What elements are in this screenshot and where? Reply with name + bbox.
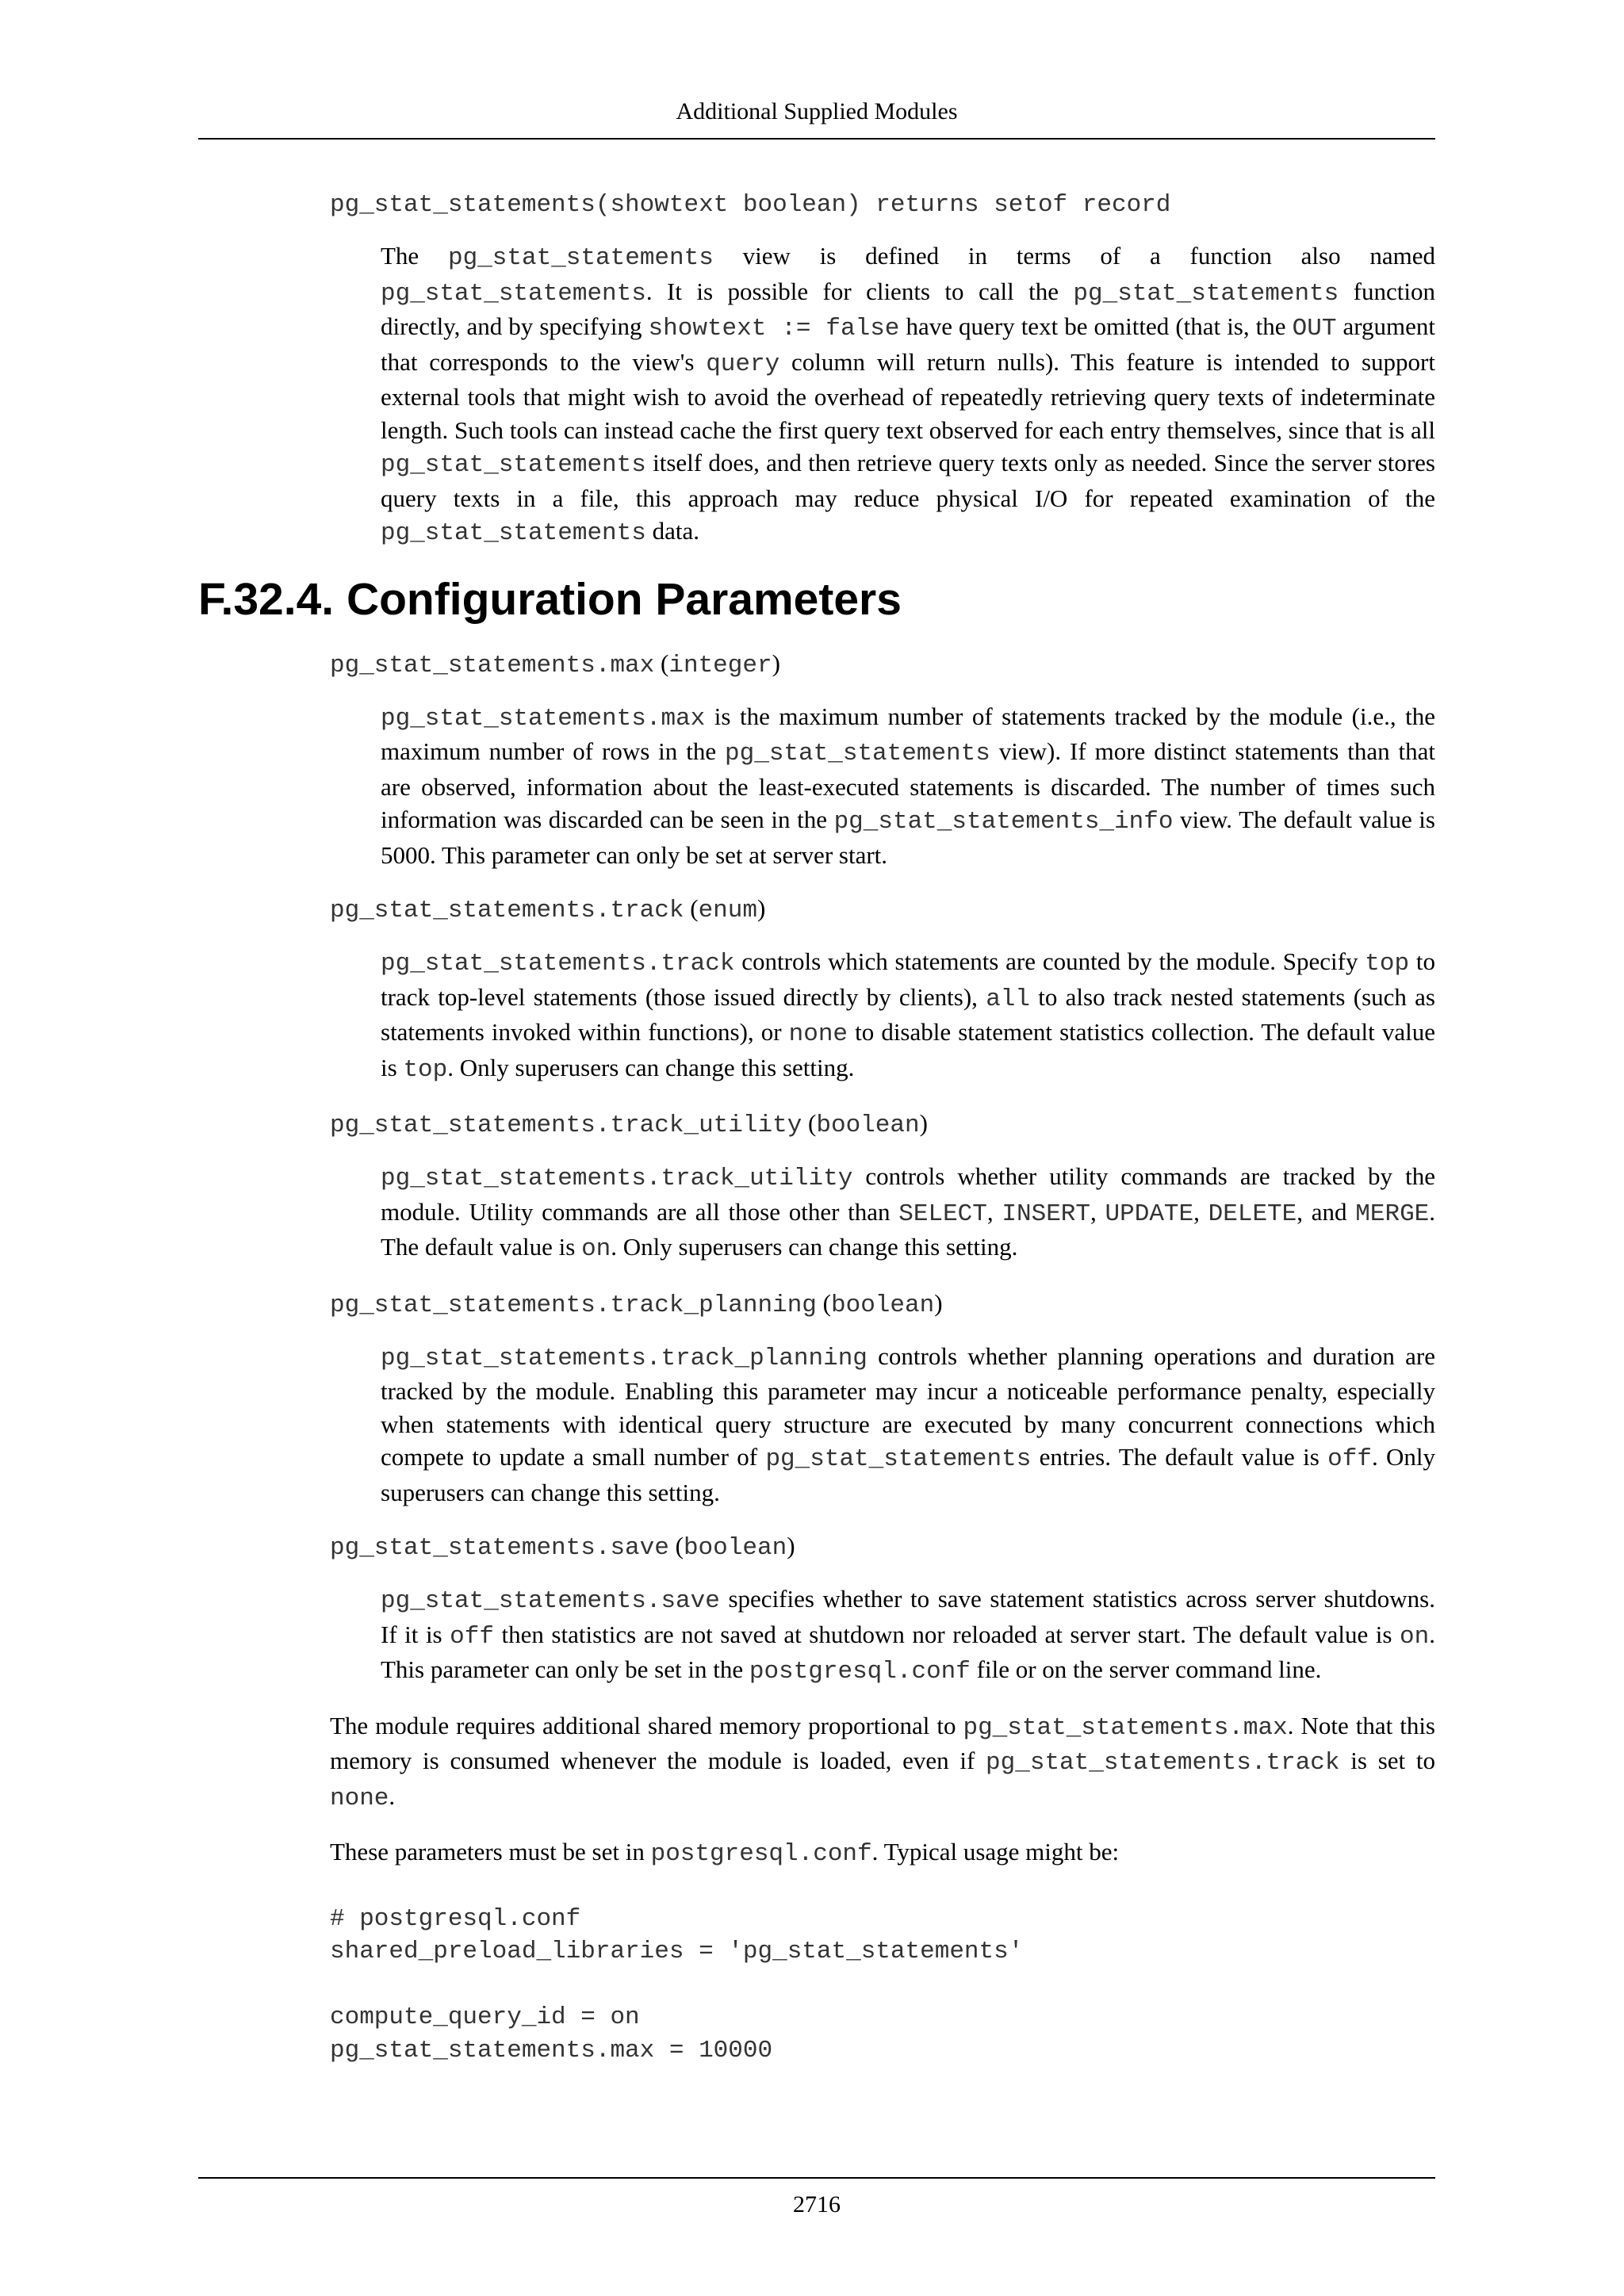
paragraph-shared-memory: The module requires additional shared memory proportional to pg_stat_statements.max. Note that this memory is consumed whenever the module is loaded, even if pg_stat_statements.track is set to none. bbox=[330, 1711, 1435, 1812]
section-title: F.32.4. Configuration Parameters bbox=[198, 573, 902, 625]
running-header: Additional Supplied Modules bbox=[676, 98, 958, 124]
function-signature: pg_stat_statements(showtext boolean) returns setof record bbox=[330, 191, 1171, 219]
function-description: The pg_stat_statements view is defined in terms of a function also named pg_stat_statements. It is possible for clients to call the pg_stat_statements function directly, and by specifying showtext := false have query text be omitted (that is, the OUT argument that corresponds to the view's query column will return nulls). This feature is intended to support external tools that might wish to avoid the overhead of repeatedly retrieving query texts of indeterminate length. Such tools can instead cache the first query text observed for each entry themselves, since that is all pg_stat_statements itself does, and then retrieve query texts only as needed. Since the server stores query texts in a file, this approach may reduce physical I/O for repeated examination of the pg_stat_statements data. bbox=[381, 242, 1435, 547]
paragraph-usage: These parameters must be set in postgresql.conf. Typical usage might be: bbox=[330, 1838, 1120, 1868]
param-max bbox=[198, 647, 1435, 872]
page-content bbox=[198, 189, 1435, 2067]
param-term: pg_stat_statements.track_utility (boolean) bbox=[330, 1109, 928, 1139]
param-description: pg_stat_statements.track_utility controls whether utility commands are tracked by the module. Utility commands are all those other than SELECT, INSERT, UPDATE, DELETE, and MERGE. The default value is on. Only superusers can change this setting. bbox=[381, 1162, 1436, 1263]
param-track-utility bbox=[198, 1107, 1435, 1266]
param-description: pg_stat_statements.track controls which statements are counted by the module. Specify top to track top-level statements (those issued directly by clients), all to also track nested statements (such as statements invoked within functions), or none to disable statement statistics collection. The default value is top. Only superusers can change this setting. bbox=[381, 947, 1435, 1084]
header-rule bbox=[198, 138, 1435, 140]
param-description: pg_stat_statements.track_planning controls whether planning operations and duration are tracked by the module. Enabling this parameter may incur a noticeable performance penalty, especially when statements with identical query structure are executed by many concurrent connections which compete to update a small number of pg_stat_statements entries. The default value is off. Only superusers can change this setting. bbox=[381, 1341, 1436, 1506]
param-description: pg_stat_statements.save specifies whether to save statement statistics across server shutdowns. If it is off then statistics are not saved at shutdown nor reloaded at server start. The default value is on. This parameter can only be set in the postgresql.conf file or on the server command line. bbox=[381, 1585, 1435, 1686]
footer-rule bbox=[198, 2177, 1435, 2179]
page-number: 2716 bbox=[793, 2191, 841, 2218]
param-term: pg_stat_statements.track_planning (boolean) bbox=[330, 1288, 943, 1319]
function-entry bbox=[198, 189, 1435, 550]
code-line: shared_preload_libraries = 'pg_stat_statements' bbox=[330, 1938, 1024, 1965]
code-line: pg_stat_statements.max = 10000 bbox=[330, 2036, 773, 2064]
param-track-planning bbox=[198, 1287, 1435, 1510]
param-term: pg_stat_statements.track (enum) bbox=[330, 894, 766, 924]
code-example bbox=[330, 1903, 1435, 2068]
param-save bbox=[198, 1529, 1435, 1689]
param-description: pg_stat_statements.max is the maximum number of statements tracked by the module (i.e., the maximum number of rows in the pg_stat_statements view). If more distinct statements than that are observed, information about the least-executed statements is discarded. The number of times such information was discarded can be seen in the pg_stat_statements_info view. The default value is 5000. This parameter can only be set at server start. bbox=[381, 702, 1435, 869]
param-track bbox=[198, 892, 1435, 1086]
code-line: # postgresql.conf bbox=[330, 1904, 581, 1933]
param-term: pg_stat_statements.save (boolean) bbox=[330, 1532, 795, 1562]
param-term: pg_stat_statements.max (integer) bbox=[330, 649, 780, 679]
code-line: compute_query_id = on bbox=[330, 2003, 640, 2031]
